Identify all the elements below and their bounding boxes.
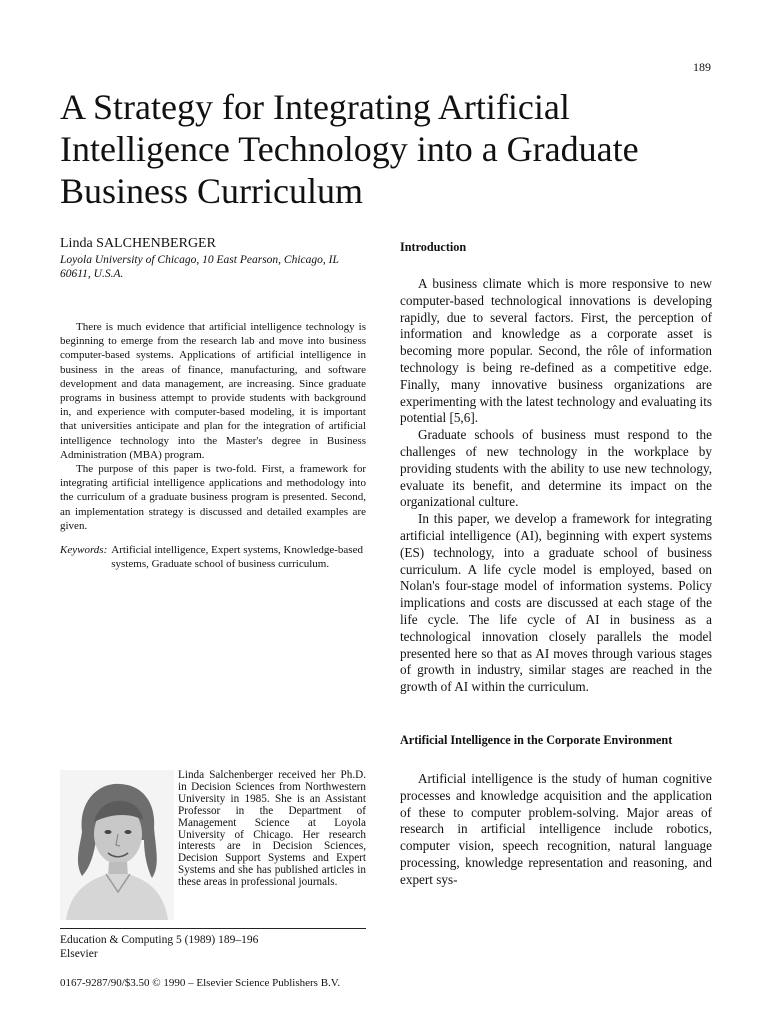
ai-corporate-body xyxy=(400,771,712,889)
keywords-label: Keywords: xyxy=(60,544,108,557)
left-column xyxy=(60,236,366,571)
page-number: 189 xyxy=(693,60,711,74)
abstract xyxy=(60,320,366,533)
body-paragraph: In this paper, we develop a framework for integrating artificial intelligence (AI), beginning with expert systems (ES) technology, into a graduate school of business curriculum. A life cycle model is employed, based on Nolan's four-stage model of information systems. Policy implications and costs are discussed at each stage of the life cycle. The life cycle of AI in business as a technological innovation closely parallels the model presented here so that as AI moves through various stages of growth in industry, similar stages are reached in the growth of AI within the curriculum. xyxy=(400,511,712,695)
body-paragraph: Artificial intelligence is the study of human cognitive processes and knowledge acquisition and the application of these to computer problem-solving. Major areas of research in artificial intelligence include robotics, computer vision, speech recognition, natural language processing, knowledge representation and reasoning, and expert sys- xyxy=(400,770,712,887)
bio-text: Linda Salchenberger received her Ph.D. in Decision Sciences from Northwestern University in 1985. She is an Assistant Professor in the Department of Management Science at Loyola University of Chicago. Her research interests are in Decision Sciences, Decision Support Systems and Expert Systems and she has published articles in these areas in professional journals. xyxy=(178,769,366,889)
body-paragraph: Graduate schools of business must respond to the challenges of new technology in the workplace by providing students with the ability to use new technology, evaluate its benefit, and determine its impact on the organizational culture. xyxy=(400,427,712,510)
footer-divider xyxy=(60,928,366,929)
journal-reference xyxy=(60,934,258,961)
author-bio xyxy=(60,770,366,920)
paper-title xyxy=(60,86,700,212)
author-photo xyxy=(60,770,174,920)
journal-reference-line: Education & Computing 5 (1989) 189–196 xyxy=(60,934,259,946)
body-paragraph: A business climate which is more responsive to new computer-based technological innovations is developing rapidly, due to several factors. First, the perception of information and knowledge as a corporate asset is becoming more popular. Second, the rôle of information technology is being re-defined as a competitive edge. Finally, many innovative business organizations are experimenting with the latest technology and evaluating its potential [5,6]. xyxy=(400,276,712,426)
title-line: Business Curriculum xyxy=(60,171,363,211)
keywords-text: Artificial intelligence, Expert systems, Knowledge-based systems, Graduate school of business curriculum. xyxy=(111,544,363,571)
abstract-paragraph: The purpose of this paper is two-fold. First, a framework for integrating artificial intelligence applications and methodology into the curriculum of a graduate business program is presented. Second, an implementation strategy is discussed and detailed examples are given. xyxy=(60,463,366,532)
introduction-body xyxy=(400,276,712,696)
right-column xyxy=(400,236,712,889)
title-line: Intelligence Technology into a Graduate xyxy=(60,129,639,169)
author-name: Linda SALCHENBERGER xyxy=(60,236,216,251)
keywords xyxy=(60,543,366,571)
section-heading-introduction: Introduction xyxy=(400,240,467,254)
section-heading-ai-corporate: Artificial Intelligence in the Corporate Environment xyxy=(400,732,673,747)
title-line: A Strategy for Integrating Artificial xyxy=(60,87,570,127)
abstract-paragraph: There is much evidence that artificial intelligence technology is beginning to emerge from the research lab and move into business computer-based systems. Applications of artificial intelligence in business in the areas of finance, manufacturing, and software development and data management, are increasing. Since graduate programs in business attempt to provide students with background in, and experience with computer-based modeling, it is important that universities anticipate and plan for the integration of artificial intelligence technology into the Master's degree in Business Administration (MBA) program. xyxy=(60,321,366,461)
publisher-line: Elsevier xyxy=(60,947,98,960)
author-affiliation: Loyola University of Chicago, 10 East Pearson, Chicago, IL 60611, U.S.A. xyxy=(60,254,339,280)
copyright-line: 0167-9287/90/$3.50 © 1990 – Elsevier Science Publishers B.V. xyxy=(60,977,341,989)
